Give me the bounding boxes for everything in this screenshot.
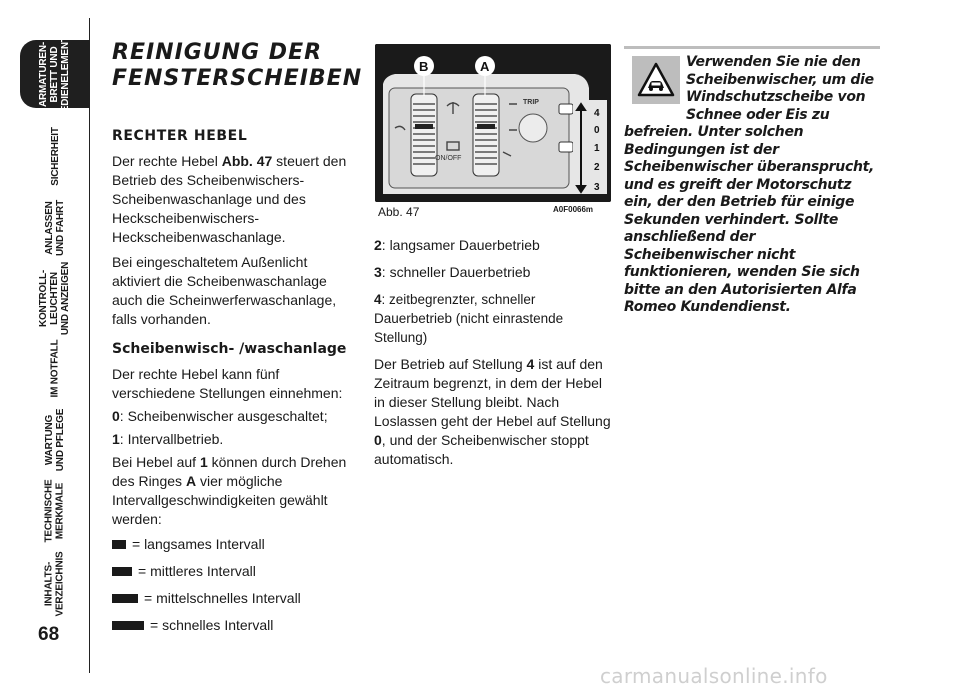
interval-bar-3 (112, 594, 138, 603)
scale-label-1: 1 (594, 143, 600, 154)
nav-tab-label: TECHNISCHE MERKMALE (43, 479, 66, 543)
section-heading-rechter-hebel: RECHTER HEBEL (112, 128, 248, 144)
interval-bar-1 (112, 540, 126, 549)
nav-tab-label: SICHERHEIT (49, 126, 61, 186)
nav-tab-label: WARTUNG UND PFLEGE (43, 408, 66, 472)
figure-code: A0F0066m (553, 205, 594, 214)
position-0: 0: Scheibenwischer ausgeschaltet; (112, 408, 328, 424)
nav-tab-kontrollleuchten[interactable] (20, 261, 90, 335)
nav-tab-sicherheit[interactable] (20, 122, 90, 190)
nav-tab-label: KONTROLL- LEUCHTEN UND ANZEIGEN (38, 261, 72, 335)
trip-label: TRIP (523, 99, 539, 106)
warning-rule (624, 46, 880, 49)
interval-legend-medium: = mittleres Intervall (112, 562, 352, 581)
paragraph-headlight-washer: Bei eingeschaltetem Außenlicht aktiviert die Scheibenwaschanlage auch die Scheinwerferwaschanlage, falls vorhanden. (112, 254, 337, 327)
paragraph-lever-intro: Der rechte Hebel Abb. 47 steuert den Betrieb des Scheibenwischers-Scheibenwaschanlage und des Heckscheibenwischers-Heckscheibenwaschanlage. (112, 153, 347, 245)
interval-legend-fast: = schnelles Intervall (112, 616, 352, 635)
warning-text: Verwenden Sie nie den Scheibenwischer, um die Windschutzscheibe von Schnee oder Eis zu befreien. Unter solchen Bedingungen ist der Scheibenwischer überansprucht, und es greift der Motorschutz ein, der den Betrieb für einige Sekunden verhindert. Sollte anschließend der Scheibenwischer nicht funktionieren, wenden Sie sich bitte an den Autorisierten Alfa Romeo Kundendienst. (624, 54, 875, 315)
paragraph-positions: Der rechte Hebel kann fünf verschiedene Stellungen einnehmen: (112, 366, 343, 401)
position-4: 4: zeitbegrenzter, schneller Dauerbetrieb (nicht einrastende Stellung) (374, 292, 564, 345)
car-on-ice-warning-icon (632, 56, 680, 104)
position-3: 3: schneller Dauerbetrieb (374, 264, 531, 280)
position-1: 1: Intervallbetrieb. (112, 431, 224, 447)
nav-tab-im-notfall[interactable] (20, 334, 90, 402)
interval-legend-medium-fast: = mittelschnelles Intervall (112, 589, 352, 608)
interval-legend-slow: = langsames Intervall (112, 535, 352, 554)
page-number: 68 (38, 624, 60, 645)
nav-tab-wartung[interactable] (20, 406, 90, 474)
interval-bar-4 (112, 621, 144, 630)
scale-label-3: 3 (594, 182, 600, 193)
section-heading-wischanlage: Scheibenwisch- /waschanlage (112, 341, 347, 357)
page-title: REINIGUNG DER FENSTERSCHEIBEN (112, 40, 363, 91)
scale-label-0: 0 (594, 125, 600, 136)
onoff-label: ON/OFF (435, 155, 462, 162)
warning-box (624, 46, 880, 317)
nav-tab-label: IM NOTFALL (49, 339, 61, 397)
lever-illustration (375, 44, 611, 202)
paragraph-interval-ring: Bei Hebel auf 1 können durch Drehen des Ringes A vier mögliche Intervallgeschwindigkeiten gewählt werden: (112, 454, 347, 527)
nav-tab-label: INHALTS- VERZEICHNIS (43, 551, 66, 617)
side-navigation (0, 0, 100, 692)
middle-column (374, 236, 616, 469)
watermark: carmanualsonline.info (600, 664, 828, 688)
scale-label-2: 2 (594, 162, 600, 173)
scale-label-4: 4 (594, 108, 600, 119)
figure-caption: Abb. 47 (378, 205, 420, 219)
figure-lever-diagram (375, 44, 611, 202)
paragraph-position-4-behaviour: Der Betrieb auf Stellung 4 ist auf den Zeitraum begrenzt, in dem der Hebel in dieser Stellung bleibt. Nach Loslassen geht der Hebel auf Stellung 0, und der Scheibenwischer stoppt automatisch. (374, 356, 611, 467)
nav-tab-label: ARMATUREN- BRETT UND BEDIENELEMENTE (38, 29, 72, 119)
nav-tab-technische-merkmale[interactable] (20, 477, 90, 545)
callout-a: A (480, 59, 490, 74)
nav-tab-inhaltsverzeichnis[interactable] (20, 550, 90, 618)
nav-tab-armaturenbrett[interactable] (20, 29, 90, 119)
nav-tab-anlassen[interactable] (20, 194, 90, 262)
position-2: 2: langsamer Dauerbetrieb (374, 237, 540, 253)
callout-b: B (419, 59, 429, 74)
nav-tab-label: ANLASSEN UND FAHRT (43, 200, 66, 256)
interval-bar-2 (112, 567, 132, 576)
main-column (112, 40, 363, 635)
